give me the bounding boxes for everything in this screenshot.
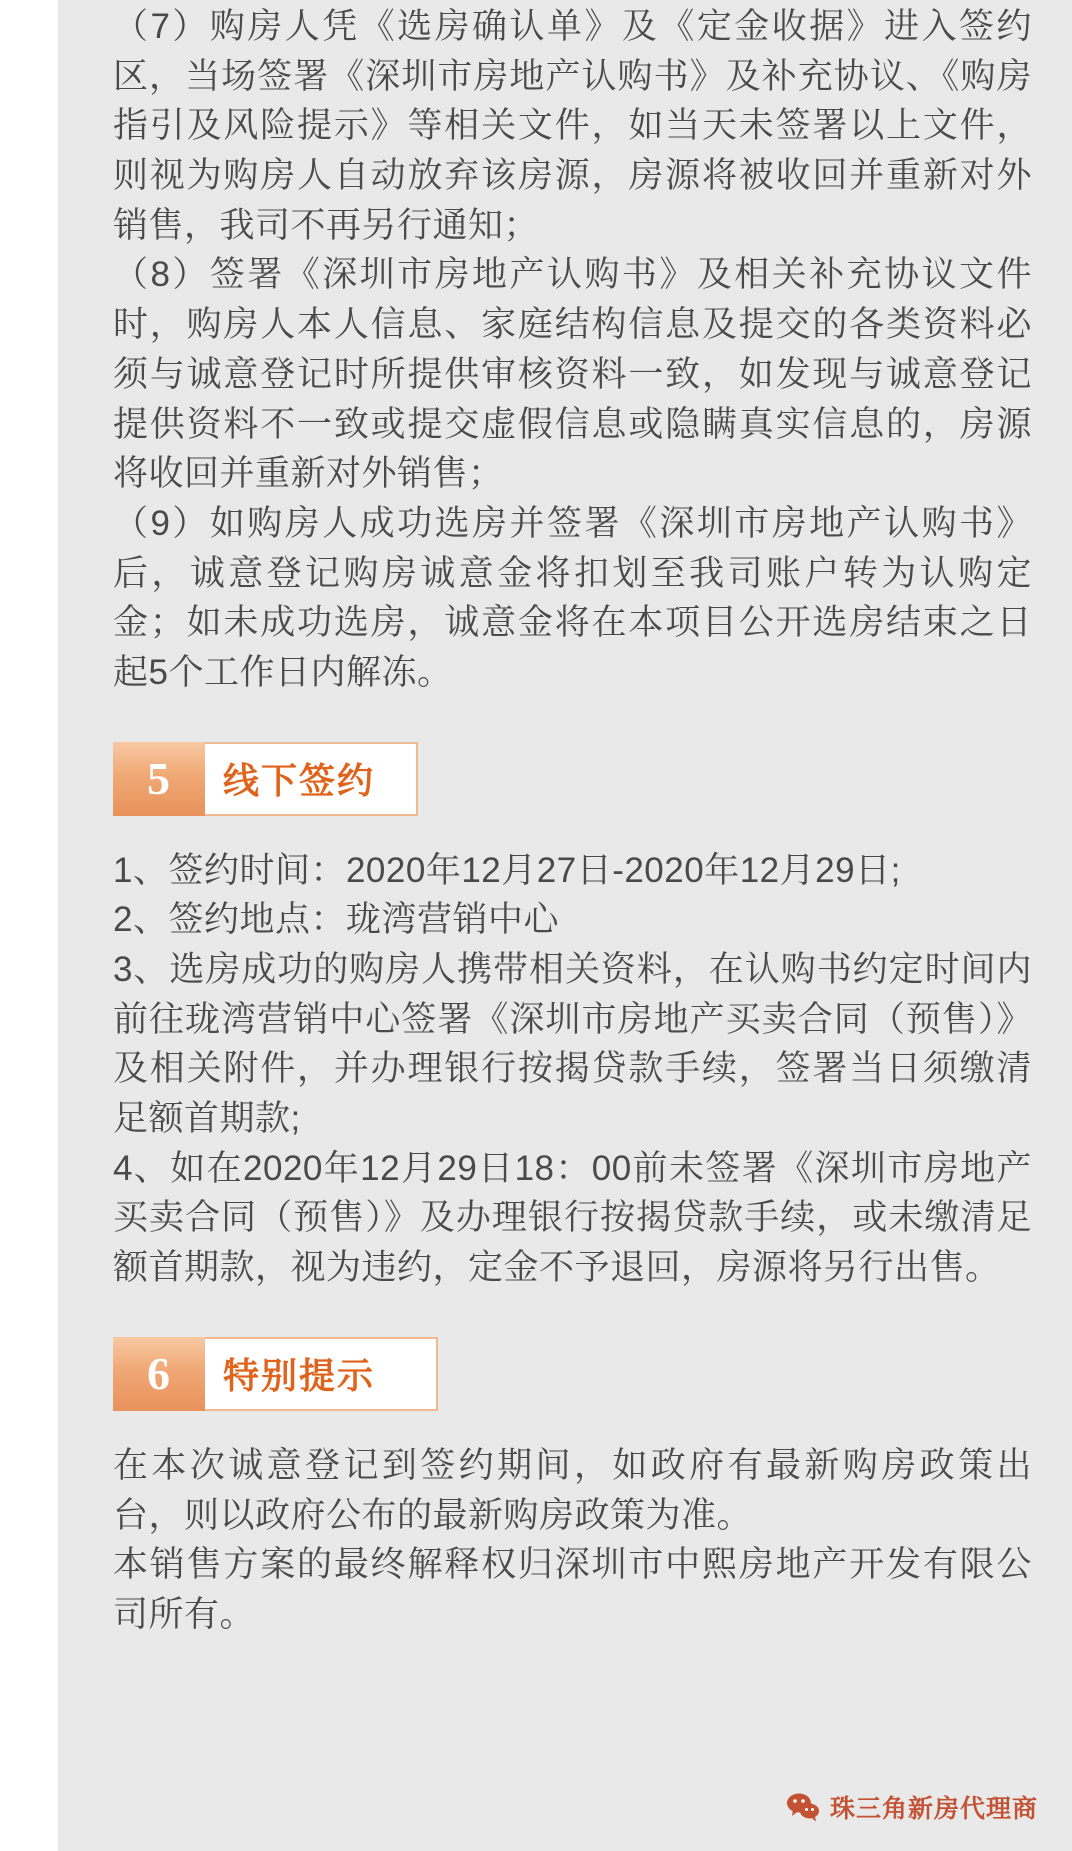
section-6-body bbox=[113, 1441, 1032, 1640]
page-left-gutter bbox=[0, 0, 58, 1851]
clause-paragraph-8: （8）签署《深圳市房地产认购书》及相关补充协议文件时，购房人本人信息、家庭结构信息及提交的各类资料必须与诚意登记时所提供审核资料一致，如发现与诚意登记提供资料不一致或提交虚假信息或隐瞒真实信息的，房源将收回并重新对外销售； bbox=[113, 255, 1032, 494]
section-header-6 bbox=[113, 1337, 438, 1411]
section-5-line-1: 1、签约时间：2020年12月27日-2020年12月29日; bbox=[113, 850, 901, 890]
section-number-6: 6 bbox=[113, 1337, 205, 1411]
document-content bbox=[58, 0, 1072, 1851]
clause-group-continued bbox=[113, 0, 1032, 698]
credit-text: 珠三角新房代理商 bbox=[829, 1795, 1038, 1823]
clause-paragraph-7: （7）购房人凭《选房确认单》及《定金收据》进入签约区，当场签署《深圳市房地产认购书》及补充协议、《购房指引及风险提示》等相关文件，如当天未签署以上文件，则视为购房人自动放弃该房源，房源将被收回并重新对外销售，我司不再另行通知； bbox=[113, 7, 1032, 245]
clause-paragraph-9: （9）如购房人成功选房并签署《深圳市房地产认购书》后，诚意登记购房诚意金将扣划至我司账户转为认购定金；如未成功选房，诚意金将在本项目公开选房结束之日起5个工作日内解冻。 bbox=[113, 503, 1032, 692]
section-number-5: 5 bbox=[113, 742, 205, 816]
section-5-body bbox=[113, 846, 1032, 1293]
bottom-spacer bbox=[113, 1640, 1032, 1656]
credit-watermark bbox=[786, 1789, 1038, 1825]
section-header-5 bbox=[113, 742, 418, 816]
section-title-6: 特别提示 bbox=[205, 1337, 438, 1411]
wechat-icon bbox=[786, 1792, 820, 1822]
section-6-line-2: 本销售方案的最终解释权归深圳市中熙房地产开发有限公司所有。 bbox=[113, 1545, 1032, 1634]
section-5-line-3: 3、选房成功的购房人携带相关资料，在认购书约定时间内前往珑湾营销中心签署《深圳市房地产买卖合同（预售）》及相关附件，并办理银行按揭贷款手续，签署当日须缴清足额首期款; bbox=[113, 950, 1032, 1139]
section-5-line-4: 4、如在2020年12月29日18：00前未签署《深圳市房地产买卖合同（预售）》及办理银行按揭贷款手续，或未缴清足额首期款，视为违约，定金不予退回，房源将另行出售。 bbox=[113, 1148, 1032, 1288]
section-5-line-2: 2、签约地点：珑湾营销中心 bbox=[113, 900, 559, 940]
section-6-line-1: 在本次诚意登记到签约期间，如政府有最新购房政策出台，则以政府公布的最新购房政策为准。 bbox=[113, 1445, 1032, 1535]
section-title-5: 线下签约 bbox=[205, 742, 418, 816]
